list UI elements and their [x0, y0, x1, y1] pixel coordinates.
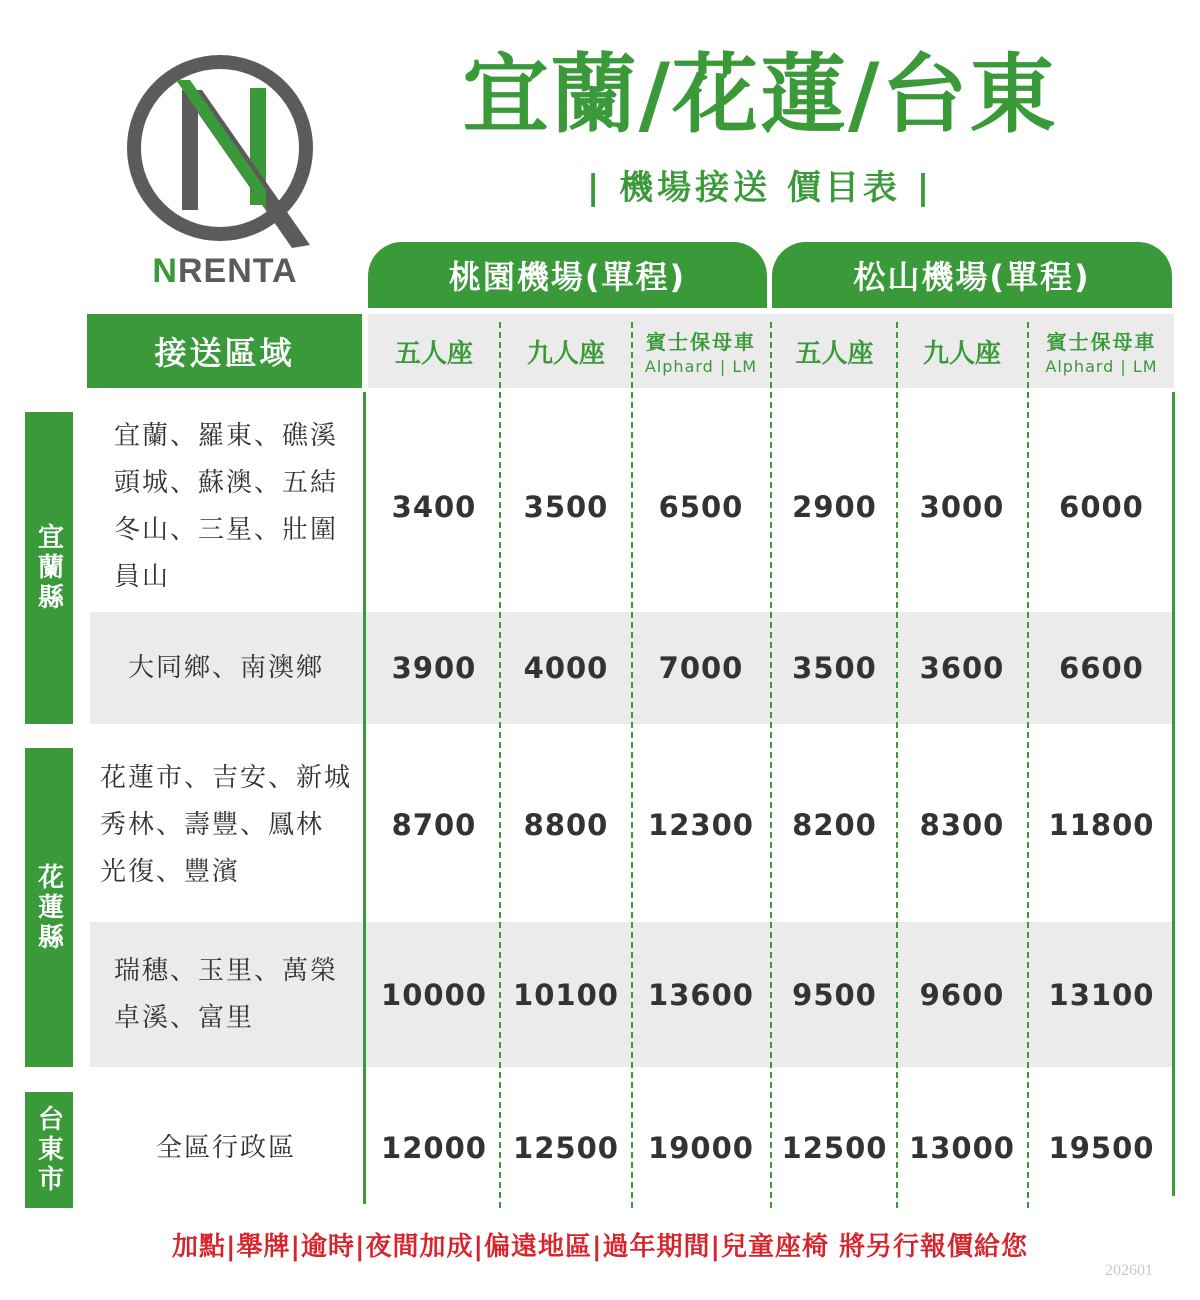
column-header-label: 五人座: [394, 338, 473, 369]
area-line: 光復、豐濱: [99, 856, 240, 887]
area-line: 瑞穗、玉里、萬榮: [113, 955, 338, 986]
price-cell: 12500: [513, 1131, 619, 1165]
area-line: 卓溪、富里: [113, 1002, 254, 1033]
area-line: 員山: [113, 562, 170, 592]
brand-name-prefix: N: [152, 252, 178, 290]
area-cell: [90, 612, 362, 724]
column-header-label: 九人座: [922, 338, 1001, 369]
page-subtitle: | 機場接送 價目表 |: [586, 168, 934, 208]
price-cell: 12300: [648, 808, 754, 842]
brand-name: [120, 252, 330, 291]
brand-name-rest: RENTA: [177, 252, 298, 290]
price-cell: 6500: [658, 490, 744, 524]
price-cell: 19500: [1048, 1131, 1155, 1165]
area-line: 全區行政區: [155, 1132, 296, 1163]
column-header-9seat-tsa: [897, 314, 1027, 388]
column-header-5seat-tpe: [368, 314, 500, 388]
price-cell: 13600: [648, 977, 754, 1012]
price-cell: 3500: [792, 651, 877, 685]
price-cell: 8200: [792, 808, 877, 842]
county-label-hualien: 花蓮縣: [25, 748, 73, 1067]
page-title: 宜蘭/花蓮/台東: [462, 45, 1058, 145]
price-cell: 9500: [792, 977, 877, 1012]
area-line: 秀林、壽豐、鳳林: [99, 809, 324, 840]
price-cell: 3900: [391, 651, 477, 685]
price-cell: 6600: [1059, 651, 1144, 685]
price-cell: 6000: [1059, 490, 1144, 524]
county-label-yilan: 宜蘭縣: [25, 412, 73, 724]
column-header-sublabel: Alphard | LM: [1045, 357, 1158, 376]
price-cell: 19000: [648, 1131, 754, 1165]
price-cell: 9600: [919, 977, 1005, 1012]
column-header-9seat-tpe: [500, 314, 632, 388]
area-line: 宜蘭、羅東、礁溪: [113, 421, 338, 451]
price-cell: 3400: [391, 490, 477, 524]
price-cell: 8700: [391, 808, 477, 842]
area-line: 頭城、蘇澳、五結: [113, 468, 338, 498]
column-header-alphard-tsa: [1029, 314, 1174, 388]
price-cell: 12000: [381, 1131, 487, 1165]
price-cell: 3000: [919, 490, 1005, 524]
area-header: 接送區域: [87, 314, 362, 388]
price-cell: 8800: [523, 808, 609, 842]
column-header-5seat-tsa: [772, 314, 897, 388]
price-cell: 7000: [658, 651, 744, 685]
column-header-sublabel: Alphard | LM: [644, 357, 758, 376]
price-cell: 3600: [919, 651, 1005, 685]
songshan-airport-header: 松山機場(單程): [772, 242, 1172, 308]
column-header-label: 賓士保母車: [646, 330, 756, 354]
price-cell: 13000: [909, 1131, 1015, 1165]
price-cell: 4000: [523, 651, 609, 685]
area-cell: [90, 922, 362, 1067]
area-line: 花蓮市、吉安、新城: [99, 762, 352, 793]
area-cell: [90, 412, 362, 602]
area-line: 冬山、三星、壯圍: [113, 515, 338, 545]
surcharge-notice: 加點|舉牌|逾時|夜間加成|偏遠地區|過年期間|兒童座椅 將另行報價給您: [171, 1232, 1029, 1262]
price-cell: 3500: [523, 490, 609, 524]
area-cell: [90, 1092, 362, 1204]
column-header-label: 賓士保母車: [1046, 330, 1157, 354]
price-cell: 2900: [792, 490, 877, 524]
column-header-label: 九人座: [526, 338, 605, 369]
divider-line: [363, 392, 366, 1204]
price-cell: 12500: [781, 1131, 888, 1165]
price-cell: 13100: [1048, 977, 1155, 1012]
area-cell: [90, 748, 362, 902]
price-cell: 10100: [513, 977, 619, 1012]
column-header-label: 五人座: [795, 338, 874, 369]
price-cell: 10000: [381, 977, 487, 1012]
version-code: 202601: [1105, 1262, 1153, 1279]
price-cell: 11800: [1048, 808, 1155, 842]
column-header-alphard-tpe: [632, 314, 770, 388]
taoyuan-airport-header: 桃園機場(單程): [368, 242, 767, 308]
area-line: 大同鄉、南澳鄉: [127, 652, 324, 683]
price-cell: 8300: [919, 808, 1005, 842]
county-label-taitung: 台東市: [25, 1092, 73, 1208]
